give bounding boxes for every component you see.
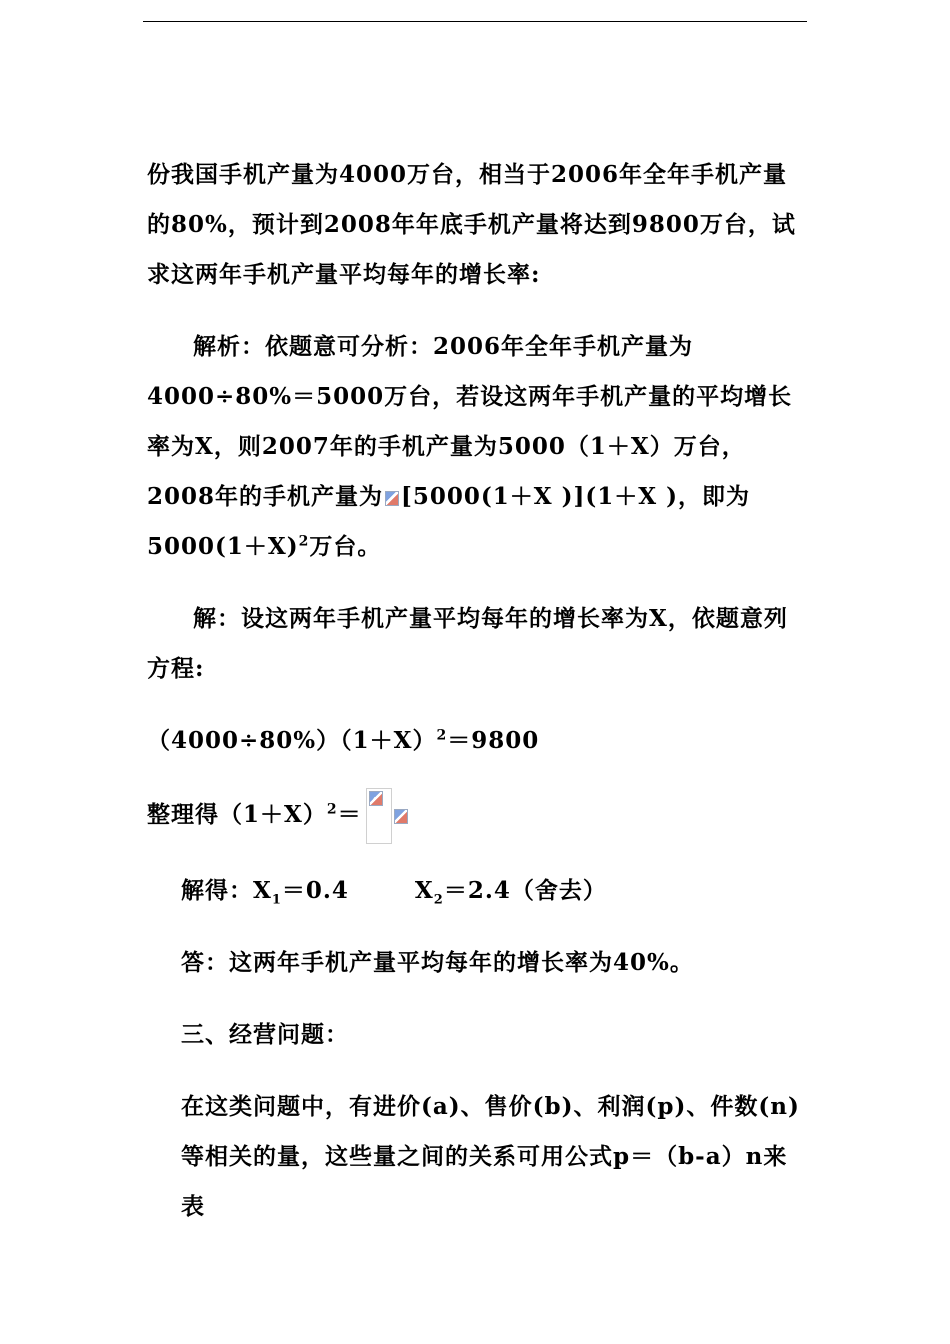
- broken-image-icon: [394, 809, 408, 824]
- equation-1-right: ＝9800: [447, 727, 540, 754]
- superscript: 2: [436, 727, 448, 744]
- document-body: [147, 150, 807, 1232]
- analysis-line-3: [5000(1＋X )](1＋X )，即为5000(1＋X): [147, 483, 751, 560]
- solution-intro: 解：设这两年手机产量平均每年的增长率为X，依题意列方程:: [147, 605, 788, 682]
- equation-1-left: （4000÷80%）（1＋X）: [147, 727, 437, 754]
- fraction-image-placeholder: [366, 788, 392, 844]
- equation-2: [147, 788, 807, 844]
- analysis-line-1: 解析：依题意可分析：2006年全年手机产量为: [193, 333, 694, 360]
- analysis-line-2: 4000÷80%＝5000万台，若设这两年手机产量的平均增长率为X，则2007年的手机产量为5000（1＋X）万台，2008年的手机产量为: [147, 383, 793, 510]
- equation-1: [147, 716, 807, 766]
- subscript: 1: [271, 892, 282, 908]
- analysis-line-4: 万台。: [309, 533, 382, 560]
- answer-line: 答：这两年手机产量平均每年的增长率为40%。: [181, 949, 694, 976]
- broken-image-icon: [369, 791, 383, 806]
- roots-line: [147, 866, 807, 916]
- root-1-value: ＝0.4: [281, 877, 349, 904]
- header-rule: [143, 21, 807, 22]
- problem-paragraph: 份我国手机产量为4000万台，相当于2006年全年手机产量的80%，预计到2008年年底手机产量将达到9800万台，试求这两年手机产量平均每年的增长率:: [147, 161, 796, 288]
- analysis-paragraph: [147, 322, 807, 572]
- section-paragraph: 在这类问题中，有进价(a)、售价(b)、利润(p)、件数(n)等相关的量，这些量之间的关系可用公式p＝（b-a）n来表: [181, 1093, 800, 1220]
- superscript: 2: [298, 533, 310, 550]
- equation-2-left: 整理得（1＋X）: [147, 801, 327, 828]
- section-heading: 三、经营问题：: [181, 1021, 349, 1048]
- equation-2-equals: ＝: [337, 801, 362, 828]
- root-2-label: X: [414, 877, 434, 904]
- superscript: 2: [326, 801, 338, 818]
- root-2-value: ＝2.4（舍去）: [443, 877, 607, 904]
- roots-label: 解得：X: [181, 877, 272, 904]
- broken-image-icon: [385, 491, 399, 506]
- subscript: 2: [433, 892, 444, 908]
